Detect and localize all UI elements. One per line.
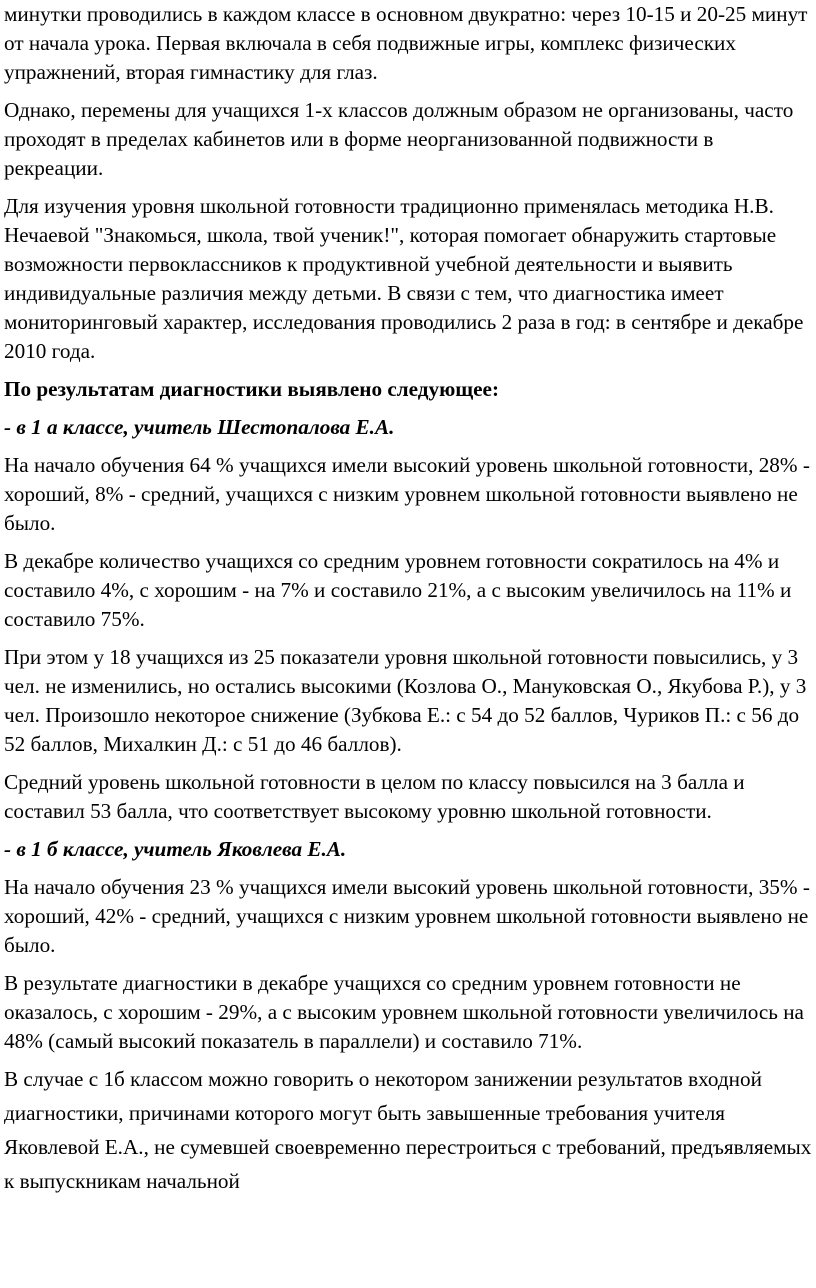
- paragraph-1a-start: На начало обучения 64 % учащихся имели высокий уровень школьной готовности, 28% - хороший, 8% - средний, учащихся с низким уровнем школьной готовности выявлено не было.: [4, 453, 810, 535]
- paragraph-physical-minutes: минутки проводились в каждом классе в основном двукратно: через 10-15 и 20-25 минут от начала урока. Первая включала в себя подвижные игры, комплекс физических упражнений, вторая гимнастику для глаз.: [4, 2, 808, 84]
- paragraph-breaks: Однако, перемены для учащихся 1-х классов должным образом не организованы, часто проходят в пределах кабинетов или в форме неорганизованной подвижности в рекреации.: [4, 98, 794, 180]
- paragraph-1a-average: Средний уровень школьной готовности в целом по классу повысился на 3 балла и составил 53 балла, что соответствует высокому уровню школьной готовности.: [4, 770, 745, 823]
- paragraph-1a-december: В декабре количество учащихся со средним уровнем готовности сократилось на 4% и составило 4%, с хорошим - на 7% и составило 21%, а с высоким увеличилось на 11% и составило 75%.: [4, 549, 792, 631]
- paragraph-1a-students: При этом у 18 учащихся из 25 показатели уровня школьной готовности повысились, у 3 чел. не изменились, но остались высокими (Козлова О., Мануковская О., Якубова Р.), у 3 чел. Произошло некоторое снижение (Зубкова Е.: с 54 до 52 баллов, Чуриков П.: с 56 до 52 баллов, Михалкин Д.: с 51 до 46 баллов).: [4, 645, 807, 756]
- paragraph-1b-conclusion: В случае с 1б классом можно говорить о некотором занижении результатов входной диагностики, причинами которого могут быть завышенные требования учителя Яковлевой Е.А., не сумевшей своевременно перестроиться с требований, предъявляемых к выпускникам начальной: [4, 1067, 812, 1193]
- class-1b-heading: - в 1 б классе, учитель Яковлева Е.А.: [4, 837, 347, 861]
- paragraph-1b-december: В результате диагностики в декабре учащихся со средним уровнем готовности не оказалось, с хорошим - 29%, а с высоким уровнем школьной готовности увеличилось на 48% (самый высокий показатель в параллели) и составило 71%.: [4, 971, 804, 1053]
- class-1a-heading: - в 1 а классе, учитель Шестопалова Е.А.: [4, 415, 395, 439]
- paragraph-1b-start: На начало обучения 23 % учащихся имели высокий уровень школьной готовности, 35% - хороший, 42% - средний, учащихся с низким уровнем школьной готовности выявлено не было.: [4, 875, 810, 957]
- paragraph-methodology: Для изучения уровня школьной готовности традиционно применялась методика Н.В. Нечаевой "Знакомься, школа, твой ученик!", которая помогает обнаружить стартовые возможности первоклассников к продуктивной учебной деятельности и выявить индивидуальные различия между детьми. В связи с тем, что диагностика имеет мониторинговый характер, исследования проводились 2 раза в год: в сентябре и декабре 2010 года.: [4, 194, 804, 363]
- results-heading: По результатам диагностики выявлено следующее:: [4, 377, 500, 401]
